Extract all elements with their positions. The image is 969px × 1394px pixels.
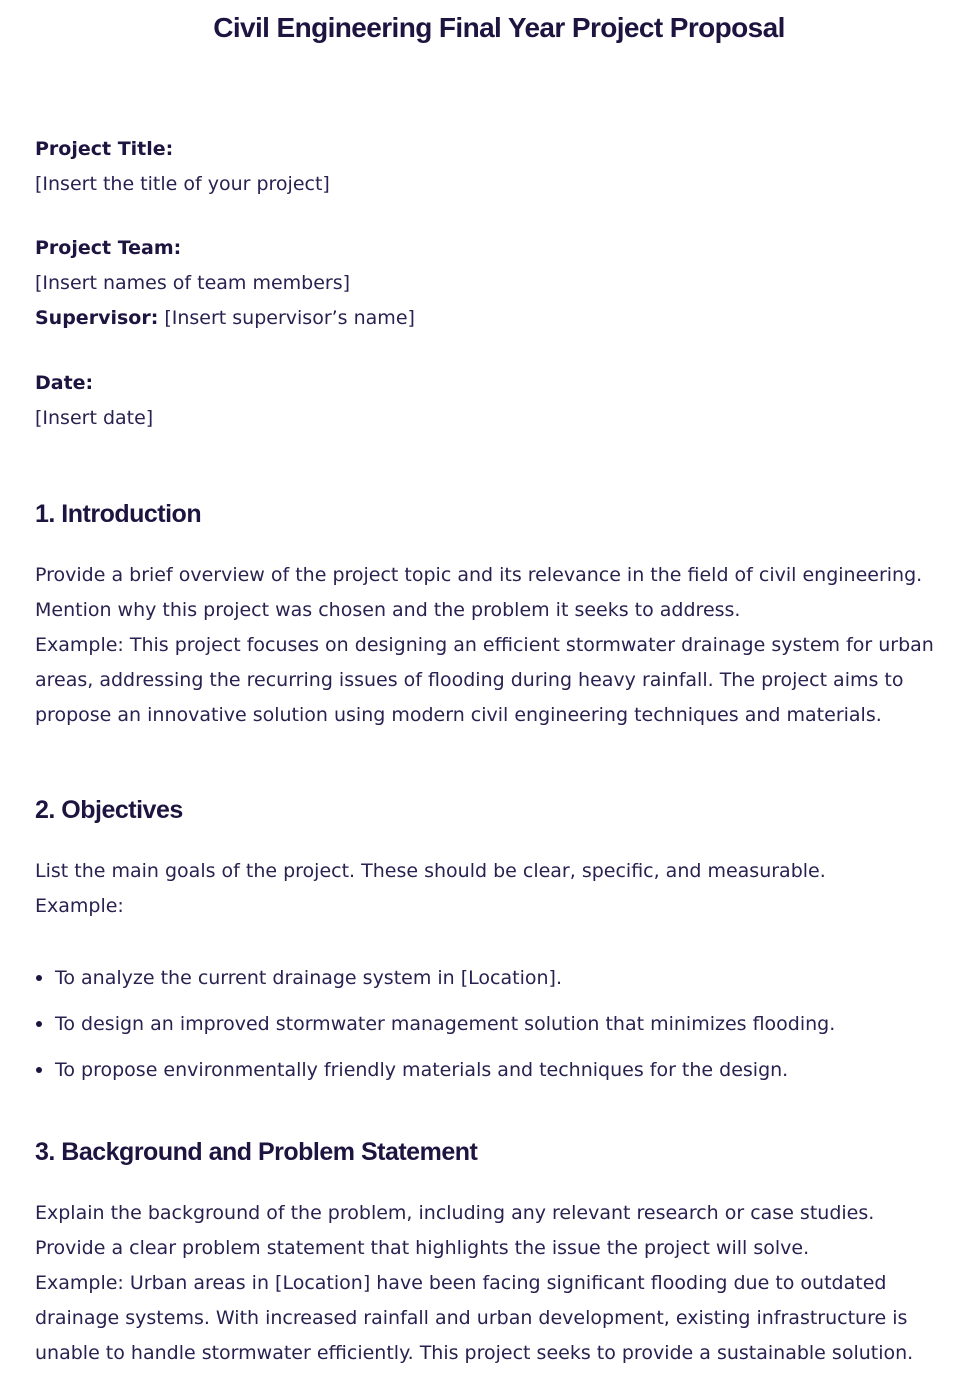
bullet-icon [36, 1021, 42, 1027]
date-label: Date: [35, 372, 94, 394]
bullet-icon [36, 975, 42, 981]
supervisor-line [35, 301, 945, 336]
bullet-icon [36, 1067, 42, 1073]
objectives-heading: 2. Objectives [35, 796, 183, 824]
background-example: Example: Urban areas in [Location] have been facing significant flooding due to outdated drainage systems. With increased rainfall and urban development, existing infrastructure is unable to handle stormwater efficiently. This project seeks to provide a sustainable solution. [35, 1272, 914, 1364]
list-item [35, 955, 945, 1001]
list-item-text: To propose environmentally friendly materials and techniques for the design. [55, 1059, 789, 1081]
supervisor-label: Supervisor: [35, 307, 159, 329]
list-item [35, 1001, 945, 1047]
introduction-example: Example: This project focuses on designing an efficient stormwater drainage system for urban areas, addressing the recurring issues of flooding during heavy rainfall. The project aims to propose an innovative solution using modern civil engineering techniques and materials. [35, 634, 934, 726]
background-heading: 3. Background and Problem Statement [35, 1138, 478, 1166]
introduction-paragraph: Provide a brief overview of the project topic and its relevance in the field of civil engineering. Mention why this project was chosen and the problem it seeks to address. [35, 564, 923, 621]
project-title-value: [Insert the title of your project] [35, 173, 330, 195]
introduction-heading: 1. Introduction [35, 500, 202, 528]
objectives-body [35, 854, 945, 924]
list-item-text: To analyze the current drainage system in [Location]. [55, 967, 562, 989]
supervisor-value: [Insert supervisor’s name] [158, 307, 415, 329]
objectives-list [35, 955, 945, 1093]
objectives-paragraph: List the main goals of the project. These should be clear, specific, and measurable. [35, 860, 826, 882]
document-title: Civil Engineering Final Year Project Proposal [213, 12, 785, 43]
introduction-body [35, 558, 945, 733]
list-item [35, 1047, 945, 1093]
project-team-field [35, 231, 945, 336]
background-paragraph: Explain the background of the problem, including any relevant research or case studies. Provide a clear problem statement that highlights the issue the project will solve. [35, 1202, 875, 1259]
date-value: [Insert date] [35, 407, 154, 429]
project-team-label: Project Team: [35, 237, 182, 259]
objectives-example-label: Example: [35, 895, 124, 917]
project-title-field [35, 132, 945, 202]
date-field [35, 366, 945, 436]
project-team-value: [Insert names of team members] [35, 272, 351, 294]
background-body [35, 1196, 945, 1371]
list-item-text: To design an improved stormwater management solution that minimizes flooding. [55, 1013, 836, 1035]
project-title-label: Project Title: [35, 138, 174, 160]
